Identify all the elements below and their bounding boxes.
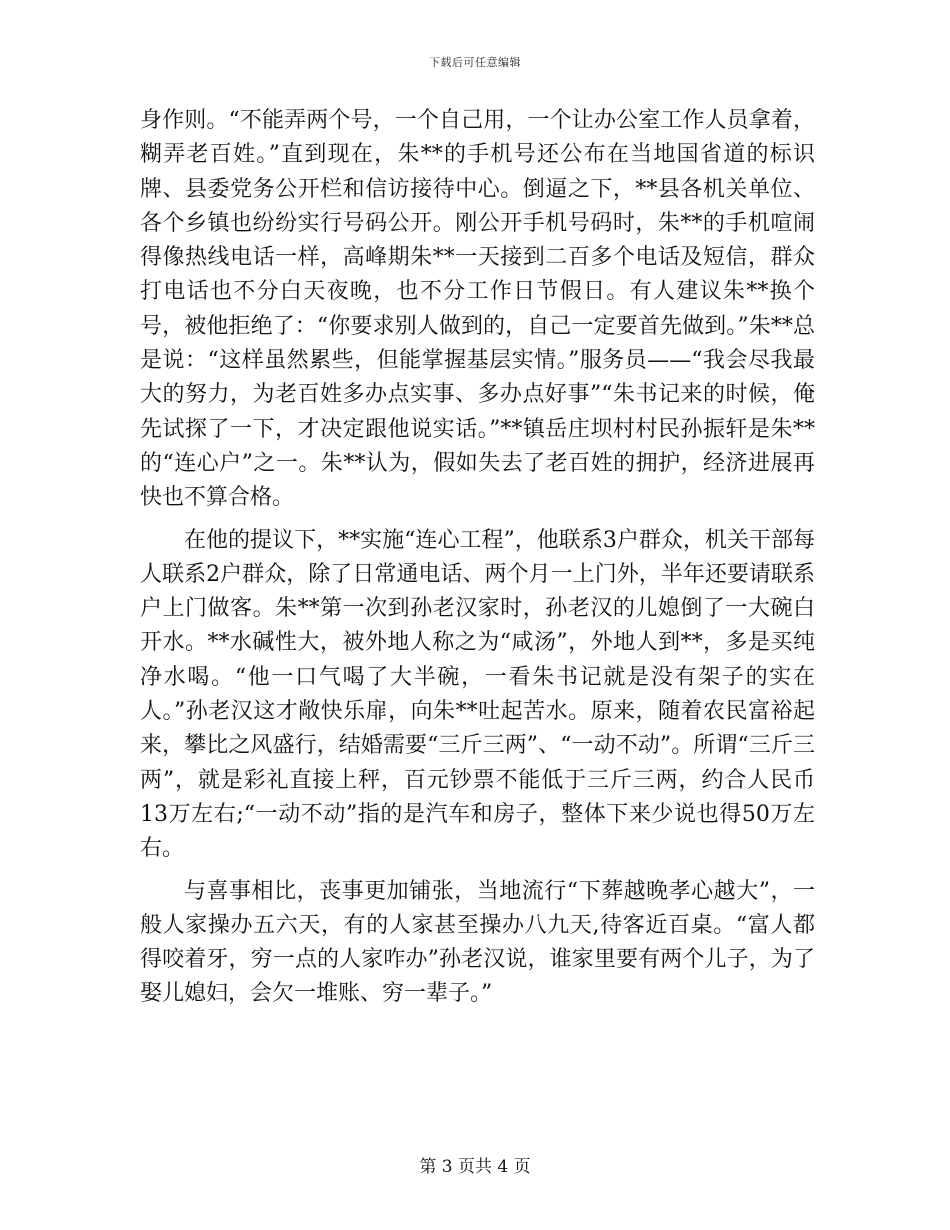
page-header: 下载后可任意编辑 xyxy=(429,56,521,69)
paragraph-3: 与喜事相比，丧事更加铺张，当地流行“下葬越晚孝心越大”，一般人家操办五六天，有的人家甚至操办八九天,待客近百桌。“富人都得咬着牙，穷一点的人家咋办”孙老汉说，谁家里要有两个儿子，为了娶儿媳妇，会欠一堆账、穷一辈子。” xyxy=(140,878,815,1007)
page-number-footer: 第 3 页共 4 页 xyxy=(419,1157,531,1177)
paragraph-1: 身作则。“不能弄两个号，一个自己用，一个让办公室工作人员拿着，糊弄老百姓。”直到现在，朱**的手机号还公布在当地国省道的标识牌、县委党务公开栏和信访接待中心。倒逼之下，**县各机关单位、各个乡镇也纷纷实行号码公开。刚公开手机号码时，朱**的手机喧闹得像热线电话一样，高峰期朱**一天接到二百多个电话及短信，群众打电话也不分白天夜晚，也不分工作日节假日。有人建议朱**换个号，被他拒绝了：“你要求别人做到的，自己一定要首先做到。”朱**总是说：“这样虽然累些，但能掌握基层实情。”服务员——“我会尽我最大的努力，为老百姓多办点实事、多办点好事”“朱书记来的时候，俺先试探了一下，才决定跟他说实话。”**镇岳庄坝村村民孙振轩是朱**的“连心户”之一。朱**认为，假如失去了老百姓的拥护，经济进展再快也不算合格。 xyxy=(140,108,815,511)
document-body xyxy=(140,104,815,1012)
paragraph-2: 在他的提议下，**实施“连心工程”，他联系3户群众，机关干部每人联系2户群众，除了日常通电话、两个月一上门外，半年还要请联系户上门做客。朱**第一次到孙老汉家时，孙老汉的儿媳倒了一大碗白开水。**水碱性大，被外地人称之为“咸汤”，外地人到**，多是买纯净水喝。“他一口气喝了大半碗，一看朱书记就是没有架子的实在人。”孙老汉这才敞快乐扉，向朱**吐起苦水。原来，随着农民富裕起来，攀比之风盛行，结婚需要“三斤三两”、“一动不动”。所谓“三斤三两”，就是彩礼直接上秤，百元钞票不能低于三斤三两，约合人民币13万左右;“一动不动”指的是汽车和房子，整体下来少说也得50万左右。 xyxy=(140,527,815,862)
